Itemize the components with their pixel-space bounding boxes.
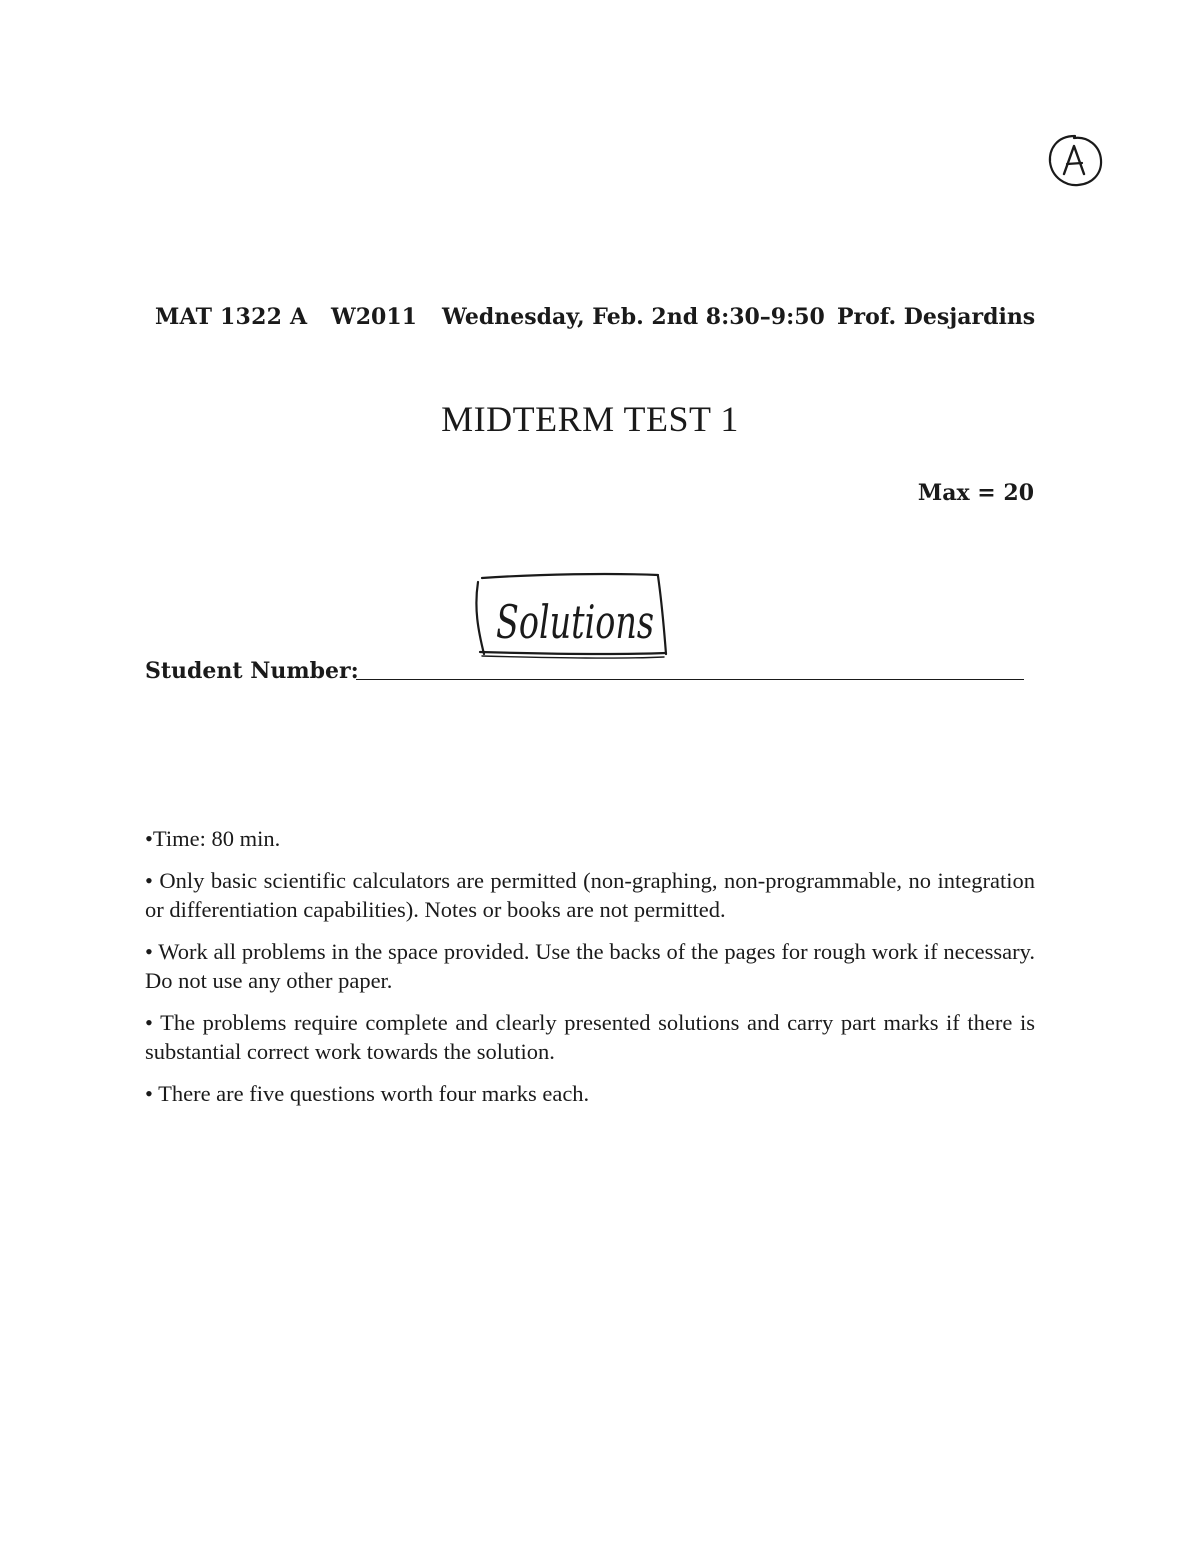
- page-title: MIDTERM TEST 1: [441, 399, 739, 439]
- instructions-list: [145, 824, 1035, 1121]
- course-code: MAT 1322 A: [155, 304, 308, 330]
- instruction-calculators: • Only basic scientific calculators are permitted (non-graphing, non-programmable, no integration or differentiation capabilities). Notes or books are not permitted.: [145, 868, 1035, 922]
- student-number-label: Student Number:: [145, 658, 359, 684]
- instruction-time: •Time: 80 min.: [145, 826, 281, 851]
- max-marks: Max = 20: [917, 480, 1034, 506]
- term: W2011: [331, 304, 417, 330]
- instruction-question-count: • There are five questions worth four marks each.: [145, 1081, 590, 1106]
- solutions-text: Solutions: [496, 595, 654, 649]
- circled-a-icon: [1044, 130, 1106, 192]
- exam-date-time: Wednesday, Feb. 2nd 8:30–9:50: [442, 304, 825, 330]
- solutions-handwriting: [470, 568, 670, 660]
- student-number-field[interactable]: [356, 679, 1024, 680]
- instruction-workspace: • Work all problems in the space provided. Use the backs of the pages for rough work if necessary. Do not use any other paper.: [145, 939, 1035, 993]
- instruction-solutions: • The problems require complete and clearly presented solutions and carry part marks if there is substantial correct work towards the solution.: [145, 1010, 1035, 1064]
- version-mark: [1044, 130, 1106, 192]
- solutions-stamp: [470, 568, 670, 660]
- professor-name: Prof. Desjardins: [837, 304, 1036, 330]
